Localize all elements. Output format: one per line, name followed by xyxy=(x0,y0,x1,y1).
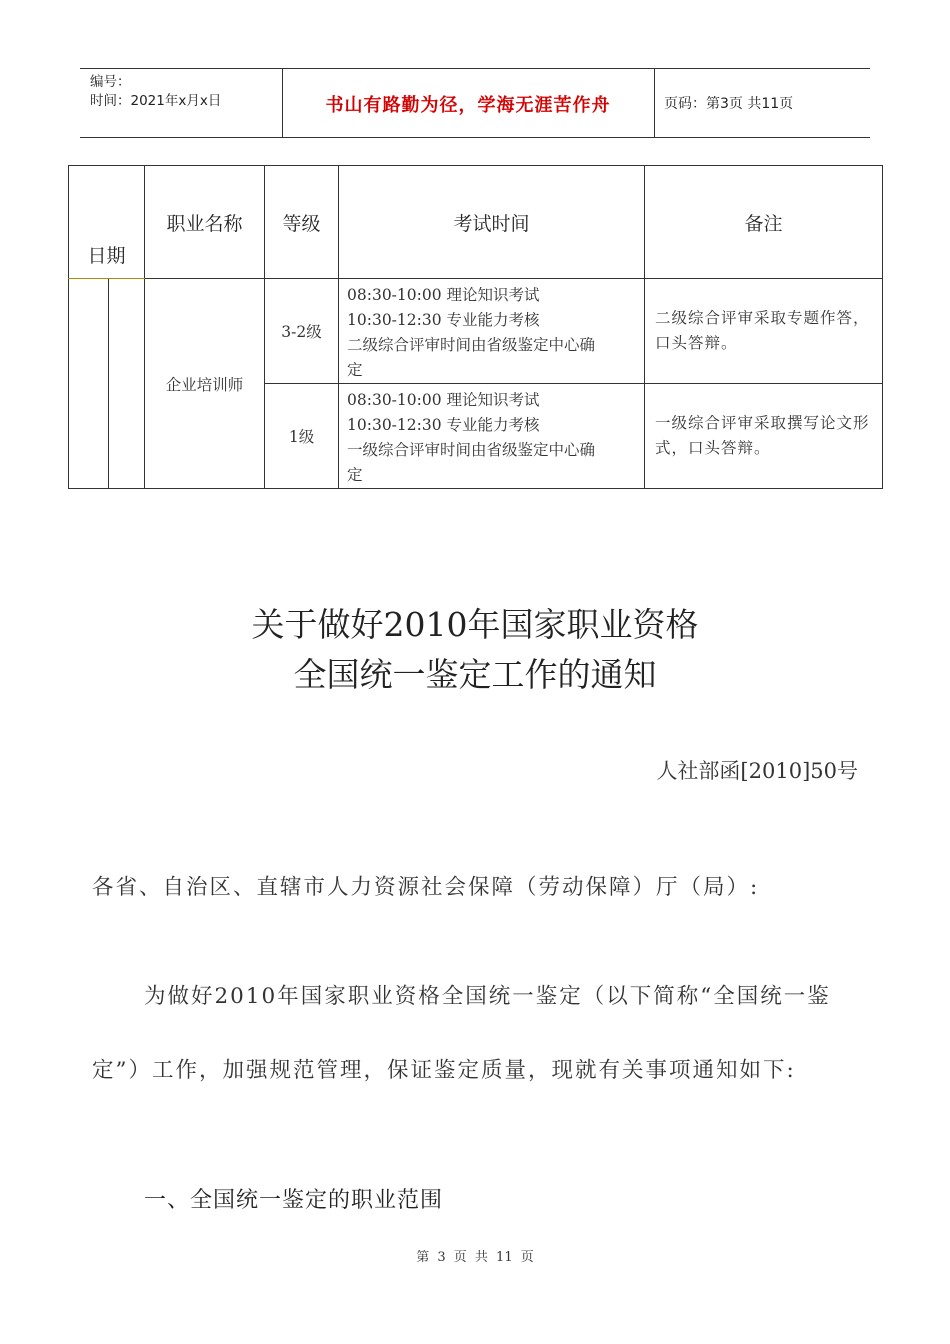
exam-time-cell xyxy=(339,279,645,384)
header-level: 等级 xyxy=(265,166,339,279)
table-header-row xyxy=(69,166,883,279)
header-divider xyxy=(654,69,655,137)
exam-time-line: 10:30-12:30 专业能力考核 xyxy=(347,416,540,434)
page-footer: 第 3 页 共 11 页 xyxy=(416,1250,534,1265)
header-occupation: 职业名称 xyxy=(145,166,265,279)
header-number-label: 编号： xyxy=(90,74,131,90)
header-date: 日期 xyxy=(69,166,145,279)
document-number: 人社部函[2010]50号 xyxy=(656,759,858,783)
header-remarks: 备注 xyxy=(645,166,883,279)
exam-time-cell xyxy=(339,384,645,489)
level-cell: 3-2级 xyxy=(265,279,339,384)
title-line: 全国统一鉴定工作的通知 xyxy=(293,655,657,694)
level-cell: 1级 xyxy=(265,384,339,489)
exam-time-line: 定 xyxy=(347,361,363,379)
date-cell xyxy=(109,279,145,489)
exam-time-line: 08:30-10:00 理论知识考试 xyxy=(347,286,540,304)
exam-time-line: 08:30-10:00 理论知识考试 xyxy=(347,391,540,409)
intro-paragraph: 为做好2010年国家职业资格全国统一鉴定（以下简称“全国统一鉴定”）工作，加强规范管理，保证鉴定质量，现就有关事项通知如下: xyxy=(92,984,831,1083)
table-row xyxy=(69,279,883,384)
occupation-cell: 企业培训师 xyxy=(145,279,265,489)
page-header xyxy=(80,68,870,138)
header-motto: 书山有路勤为径，学海无涯苦作舟 xyxy=(325,95,611,116)
exam-schedule-table xyxy=(68,165,883,489)
addressee-paragraph: 各省、自治区、直辖市人力资源社会保障（劳动保障）厅（局）: xyxy=(92,875,760,900)
header-page-info: 页码：第3页 共11页 xyxy=(664,96,794,112)
remark-cell: 二级综合评审采取专题作答，口头答辩。 xyxy=(645,279,883,384)
title-line: 关于做好2010年国家职业资格 xyxy=(251,605,699,644)
header-time-label: 时间：2021年x月x日 xyxy=(90,93,222,109)
exam-time-line: 10:30-12:30 专业能力考核 xyxy=(347,311,540,329)
exam-time-line: 二级综合评审时间由省级鉴定中心确 xyxy=(347,336,596,354)
exam-time-line: 定 xyxy=(347,466,363,484)
remark-cell: 一级综合评审采取撰写论文形式，口头答辩。 xyxy=(645,384,883,489)
header-meta xyxy=(90,73,221,111)
section-heading: 一、全国统一鉴定的职业范围 xyxy=(144,1188,444,1213)
document-title xyxy=(0,600,950,700)
exam-time-line: 一级综合评审时间由省级鉴定中心确 xyxy=(347,441,596,459)
header-exam-time: 考试时间 xyxy=(339,166,645,279)
date-cell xyxy=(69,279,109,489)
